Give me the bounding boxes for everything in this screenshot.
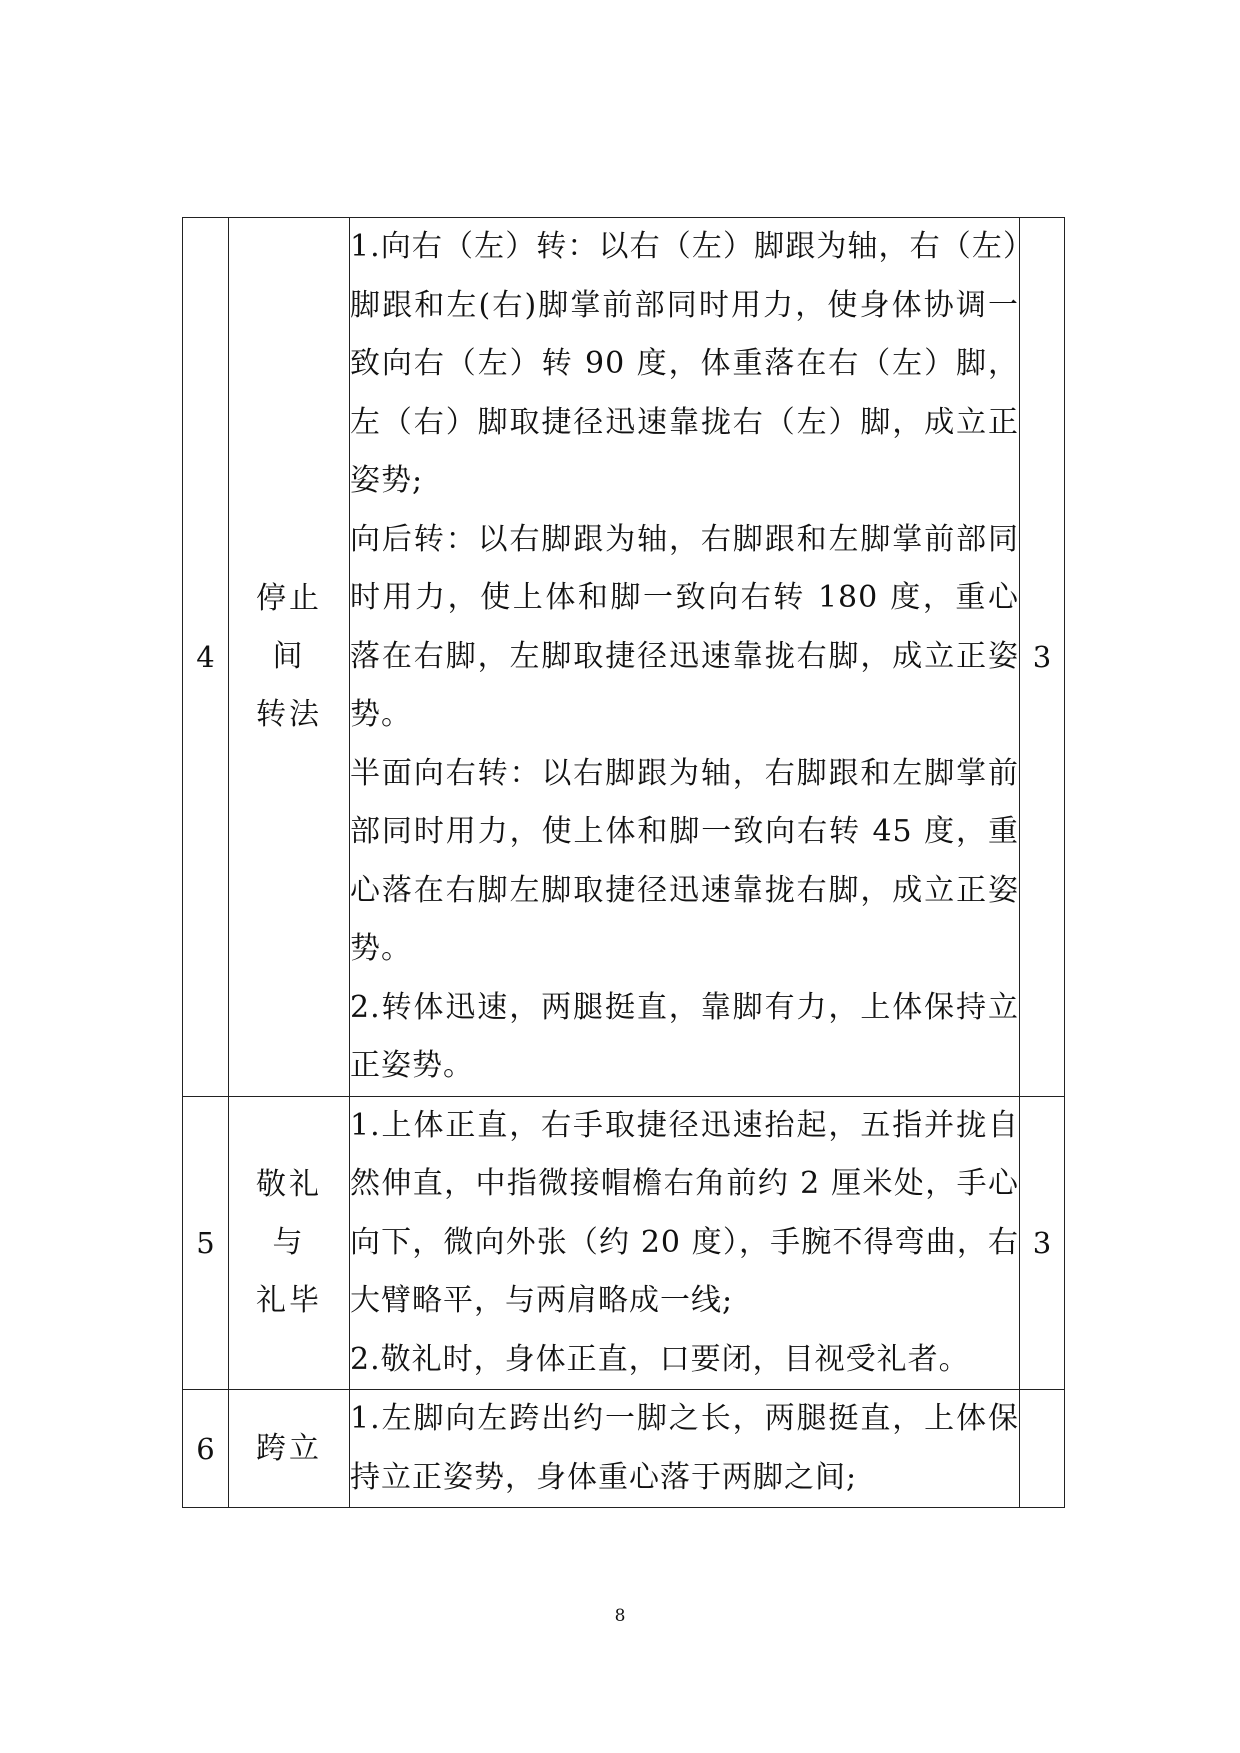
item-name-line: 转法 — [256, 696, 322, 732]
item-description — [350, 218, 1020, 1097]
description-paragraph: 向后转：以右脚跟为轴，右脚跟和左脚掌前部同时用力，使上体和脚一致向右转 180 度，重心落在右脚，左脚取捷径迅速靠拢右脚，成立正姿势。 — [350, 521, 1019, 732]
row-number: 6 — [183, 1390, 229, 1508]
description-paragraph: 1.上体正直，右手取捷径迅速抬起，五指并拢自然伸直，中指微接帽檐右角前约 2 厘米处，手心向下，微向外张（约 20 度），手腕不得弯曲，右大臂略平，与两肩略成一线; — [350, 1107, 1019, 1318]
description-paragraph: 2.转体迅速，两腿挺直，靠脚有力，上体保持立正姿势。 — [350, 989, 1019, 1083]
item-name — [229, 1096, 350, 1390]
item-name — [229, 1390, 350, 1508]
item-name-line: 跨立 — [256, 1430, 322, 1466]
item-name-line: 停止 — [256, 580, 322, 616]
table-row-6 — [183, 1390, 1065, 1508]
item-description — [350, 1390, 1020, 1508]
content-table — [182, 217, 1065, 1508]
row-number: 4 — [183, 218, 229, 1097]
table-row-5 — [183, 1096, 1065, 1390]
item-name — [229, 218, 350, 1097]
item-name-line: 敬礼 — [256, 1166, 322, 1202]
page-number: 8 — [614, 1606, 626, 1626]
score-cell — [1020, 1390, 1065, 1508]
score-cell: 3 — [1020, 1096, 1065, 1390]
row-number: 5 — [183, 1096, 229, 1390]
score-cell: 3 — [1020, 218, 1065, 1097]
item-name-line: 与 — [272, 1224, 306, 1260]
description-paragraph: 1.左脚向左跨出约一脚之长，两腿挺直，上体保持立正姿势，身体重心落于两脚之间; — [350, 1401, 1019, 1495]
item-name-line: 间 — [272, 638, 306, 674]
description-paragraph: 1.向右（左）转：以右（左）脚跟为轴，右（左）脚跟和左(右)脚掌前部同时用力，使身体协调一致向右（左）转 90 度，体重落在右（左）脚，左（右）脚取捷径迅速靠拢右（左）脚，成立正姿势; — [350, 229, 1019, 498]
item-description — [350, 1096, 1020, 1390]
table-row-4 — [183, 218, 1065, 1097]
description-paragraph: 半面向右转：以右脚跟为轴，右脚跟和左脚掌前部同时用力，使上体和脚一致向右转 45 度，重心落在右脚左脚取捷径迅速靠拢右脚，成立正姿势。 — [350, 755, 1019, 966]
description-paragraph: 2.敬礼时，身体正直，口要闭，目视受礼者。 — [350, 1341, 970, 1377]
item-name-line: 礼毕 — [256, 1282, 322, 1318]
